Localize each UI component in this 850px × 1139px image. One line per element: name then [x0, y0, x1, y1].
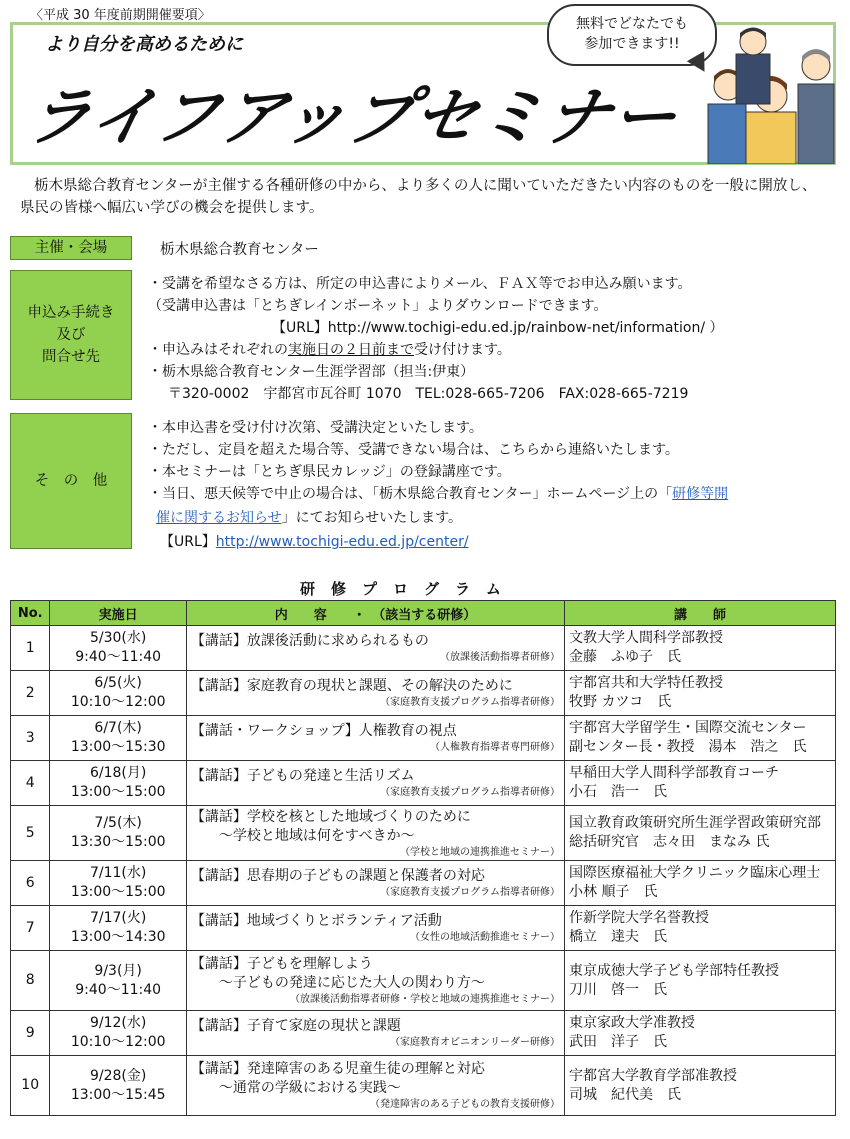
row-time: 13:00～15:00 — [70, 884, 166, 900]
row-lecturer-name: 司城 紀代美 氏 — [569, 1086, 682, 1103]
row-no: 9 — [11, 1011, 50, 1056]
row-date — [50, 1056, 186, 1116]
table-row — [11, 626, 836, 671]
row-lecturer-affiliation: 文教大学人間科学部教授 — [569, 630, 724, 646]
apply-label-line-1: 申込み手続き — [27, 305, 115, 321]
table-row — [11, 671, 836, 716]
row-training-note: （家庭教育支援プログラム指導者研修） — [380, 887, 561, 898]
table-row — [11, 906, 836, 951]
table-row — [11, 716, 836, 761]
row-content — [186, 951, 564, 1011]
header-content: 内 容 ・ （該当する研修） — [186, 601, 564, 626]
row-no: 4 — [11, 761, 50, 806]
intro-paragraph: 栃木県総合教育センターが主催する各種研修の中から、より多くの人に聞いていただきたい内容のものを一般に開放し、県民の皆様へ幅広い学びの機会を提供します。 — [20, 178, 817, 216]
other-line-5 — [156, 507, 462, 527]
row-training-note: （人権教育指導者専門研修） — [430, 742, 561, 753]
apply-line-4-pre: ・申込みはそれぞれの — [148, 342, 288, 358]
row-lecturer — [565, 1011, 836, 1056]
row-content — [186, 761, 564, 806]
apply-line-4 — [148, 339, 511, 359]
row-lecturer-name: 武田 洋子 氏 — [569, 1034, 668, 1050]
row-date — [50, 716, 186, 761]
row-training-note: （女性の地域活動推進セミナー） — [410, 932, 561, 943]
row-no: 8 — [11, 951, 50, 1011]
subtitle: より自分を高めるために — [45, 34, 243, 55]
apply-line-4-post: 受け付けます。 — [414, 342, 511, 358]
other-line-4 — [148, 483, 728, 503]
row-date — [50, 861, 186, 906]
row-date — [50, 951, 186, 1011]
table-row — [11, 1056, 836, 1116]
row-content-line: 【講話】子育て家庭の現状と課題 — [190, 1018, 401, 1034]
row-lecturer — [565, 951, 836, 1011]
apply-line-1: ・受講を希望なさる方は、所定の申込書によりメール、ＦＡＸ等でお申込み願います。 — [148, 276, 692, 292]
header-lecturer: 講 師 — [565, 601, 836, 626]
row-date-day: 9/12(水) — [89, 1015, 147, 1031]
row-time: 13:00～14:30 — [70, 929, 166, 945]
row-lecturer — [565, 716, 836, 761]
row-content — [186, 626, 564, 671]
row-lecturer-affiliation: 東京家政大学准教授 — [569, 1015, 696, 1031]
host-value: 栃木県総合教育センター — [160, 242, 319, 258]
row-content-line: 【講話】子どもを理解しよう — [190, 956, 373, 972]
row-no: 6 — [11, 861, 50, 906]
row-lecturer-name: 刀川 啓一 氏 — [569, 981, 668, 998]
row-lecturer-affiliation: 国際医療福祉大学クリニック臨床心理士 — [569, 865, 821, 881]
row-no: 5 — [11, 806, 50, 861]
row-lecturer-affiliation: 国立教育政策研究所生涯学習政策研究部 — [569, 815, 822, 831]
row-training-note: （家庭教育オピニオンリーダー研修） — [390, 1037, 561, 1048]
apply-line-5: ・栃木県総合教育センター生涯学習部（担当:伊東） — [148, 364, 475, 380]
people-illustration — [706, 24, 836, 164]
row-lecturer — [565, 806, 836, 861]
row-time: 9:40～11:40 — [75, 981, 162, 998]
bubble-line-1: 無料でどなたでも — [576, 16, 688, 32]
row-date-day: 6/5(火) — [94, 675, 142, 691]
table-row — [11, 761, 836, 806]
row-content-line: 【講話】地域づくりとボランティア活動 — [190, 913, 442, 929]
row-date-day: 5/30(水) — [89, 630, 147, 646]
row-content-line: 【講話】発達障害のある児童生徒の理解と対応 — [190, 1061, 485, 1077]
row-lecturer — [565, 671, 836, 716]
row-lecturer — [565, 906, 836, 951]
row-content-line: ～子どもの発達に応じた大人の関わり方～ — [190, 975, 485, 991]
other-line-4-pre: ・当日、悪天候等で中止の場合は、「栃木県総合教育センター」ホームページ上の「 — [148, 486, 673, 502]
other-url-line — [160, 531, 469, 551]
row-training-note: （家庭教育支援プログラム指導者研修） — [380, 787, 561, 798]
row-lecturer-affiliation: 宇都宮大学教育学部准教授 — [569, 1067, 738, 1084]
row-content-line: 【講話】子どもの発達と生活リズム — [190, 768, 415, 784]
person-icon — [798, 49, 834, 164]
person-icon — [736, 28, 770, 105]
table-row — [11, 861, 836, 906]
row-lecturer-name: 小林 順子 氏 — [569, 884, 658, 900]
row-content-line: 【講話】放課後活動に求められるもの — [190, 633, 429, 649]
header-no: No. — [11, 601, 50, 626]
row-training-note: （学校と地域の連携推進セミナー） — [400, 846, 561, 858]
center-url-link[interactable]: http://www.tochigi-edu.ed.jp/center/ — [215, 534, 469, 550]
row-time: 13:00～15:45 — [70, 1086, 166, 1103]
row-lecturer — [565, 861, 836, 906]
row-lecturer-name: 小石 浩一 氏 — [569, 784, 668, 800]
row-content-line: 【講話】家庭教育の現状と課題、その解決のために — [190, 678, 513, 694]
row-lecturer — [565, 626, 836, 671]
row-content — [186, 806, 564, 861]
row-content-line: 【講話・ワークショップ】人権教育の視点 — [190, 723, 457, 739]
row-lecturer — [565, 761, 836, 806]
row-lecturer-name: 副センター長・教授 湯本 浩之 氏 — [569, 739, 807, 755]
row-training-note: （放課後活動指導者研修） — [440, 652, 561, 663]
row-time: 13:00～15:30 — [70, 739, 166, 755]
row-lecturer-affiliation: 東京成徳大学子ども学部特任教授 — [569, 962, 780, 979]
row-no: 7 — [11, 906, 50, 951]
row-time: 9:40～11:40 — [75, 649, 162, 665]
header-date: 実施日 — [50, 601, 186, 626]
row-lecturer-affiliation: 宇都宮共和大学特任教授 — [569, 675, 724, 691]
row-time: 10:10～12:00 — [70, 1034, 166, 1050]
other-line-2: ・ただし、定員を超えた場合等、受講できない場合は、こちらから連絡いたします。 — [148, 442, 679, 458]
row-date — [50, 626, 186, 671]
host-label: 主催・会場 — [10, 236, 132, 260]
row-lecturer-affiliation: 作新学院大学名誉教授 — [569, 910, 710, 926]
row-date-day: 6/7(木) — [94, 720, 142, 736]
row-lecturer-affiliation: 早稲田大学人間科学部教育コーチ — [569, 765, 780, 781]
program-title: 研修プログラム — [300, 580, 517, 598]
other-url-label: 【URL】 — [160, 534, 216, 550]
row-lecturer — [565, 1056, 836, 1116]
row-date — [50, 906, 186, 951]
other-label: そ の 他 — [10, 413, 132, 549]
other-line-3: ・本セミナーは「とちぎ県民カレッジ」の登録講座です。 — [148, 464, 511, 480]
page-title: ライフアップセミナー — [18, 81, 686, 155]
row-time: 10:10～12:00 — [70, 694, 166, 710]
row-date — [50, 806, 186, 861]
row-training-note: （家庭教育支援プログラム指導者研修） — [380, 697, 561, 708]
row-no: 2 — [11, 671, 50, 716]
apply-deadline: 実施日の２日前まで — [288, 342, 414, 358]
apply-label — [10, 270, 132, 400]
apply-label-line-3: 問合せ先 — [42, 349, 100, 365]
table-row — [11, 951, 836, 1011]
row-lecturer-name: 金藤 ふゆ子 氏 — [569, 649, 682, 665]
row-date — [50, 761, 186, 806]
row-no: 1 — [11, 626, 50, 671]
row-date-day: 7/11(水) — [89, 865, 147, 881]
speech-bubble — [547, 4, 717, 66]
row-training-note: （放課後活動指導者研修・学校と地域の連携推進セミナー） — [290, 994, 561, 1005]
row-date-day: 9/3(月) — [94, 962, 142, 979]
row-content-line: ～通常の学級における実践～ — [190, 1080, 401, 1096]
row-date-day: 7/5(木) — [94, 815, 142, 831]
period-label: 〈平成 30 年度前期開催要項〉 — [30, 8, 211, 23]
row-content — [186, 716, 564, 761]
notice-link[interactable]: 研修等開 — [672, 486, 729, 502]
row-content-line: ～学校と地域は何をすべきか～ — [190, 827, 415, 844]
row-lecturer-name: 総括研究官 志々田 まなみ 氏 — [569, 834, 770, 850]
row-content — [186, 861, 564, 906]
apply-url: 【URL】http://www.tochigi-edu.ed.jp/rainbow-net/information/ ） — [272, 320, 724, 336]
row-training-note: （発達障害のある子どもの教育支援研修） — [370, 1099, 561, 1110]
row-no: 10 — [11, 1056, 50, 1116]
row-date-day: 6/18(月) — [89, 765, 147, 781]
apply-contact: 〒320-0002 宇都宮市瓦谷町 1070 TEL:028-665-7206 FAX:028-665-7219 — [168, 386, 689, 402]
bubble-line-2: 参加できます!! — [584, 36, 680, 52]
row-lecturer-name: 橋立 達夫 氏 — [569, 929, 668, 945]
row-date-day: 9/28(金) — [89, 1067, 147, 1084]
row-date — [50, 1011, 186, 1056]
row-date — [50, 671, 186, 716]
row-time: 13:00～15:00 — [70, 784, 166, 800]
row-content-line: 【講話】思春期の子どもの課題と保護者の対応 — [190, 868, 485, 884]
program-table — [10, 600, 836, 1116]
table-header-row — [11, 601, 836, 626]
row-content — [186, 671, 564, 716]
program-body — [11, 626, 836, 1116]
notice-link-cont[interactable]: 催に関するお知らせ — [156, 510, 282, 526]
row-no: 3 — [11, 716, 50, 761]
row-lecturer-affiliation: 宇都宮大学留学生・国際交流センター — [569, 720, 807, 736]
intro-text — [20, 175, 830, 219]
row-time: 13:30～15:00 — [70, 834, 166, 850]
table-row — [11, 1011, 836, 1056]
row-content — [186, 1011, 564, 1056]
other-line-5-post: 」にてお知らせいたします。 — [281, 510, 463, 526]
row-content — [186, 1056, 564, 1116]
apply-line-2: （受講申込書は「とちぎレインボーネット」よりダウンロードできます。 — [148, 298, 608, 314]
row-lecturer-name: 牧野 カツコ 氏 — [569, 694, 672, 710]
row-date-day: 7/17(火) — [89, 910, 147, 926]
other-line-1: ・本申込書を受け付け次第、受講決定といたします。 — [148, 420, 483, 436]
row-content-line: 【講話】学校を核とした地域づくりのために — [190, 808, 471, 825]
apply-label-line-2: 及び — [56, 327, 86, 343]
table-row — [11, 806, 836, 861]
row-content — [186, 906, 564, 951]
